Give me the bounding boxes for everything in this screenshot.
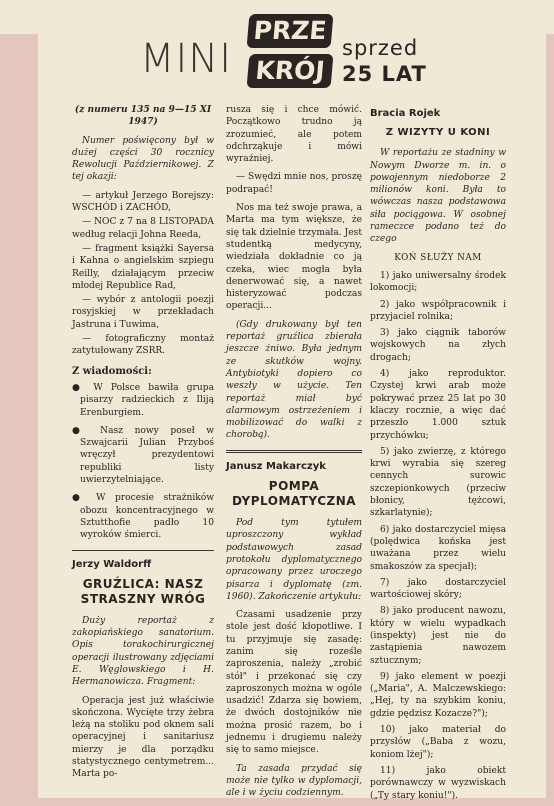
article-body: rusza się i chce mówić. Początkowo trudno ją zrozumieć, ale potem odchrząkuje i mówi wyraźniej. — [226, 105, 362, 165]
list-item: — wybór z antologii poezji rosyjskiej w przekładach Jastruna i Tuwima, — [72, 295, 214, 330]
dialogue-line: — Swędzi mnie nos, proszę podrapać! — [226, 172, 362, 195]
news-item: ● Nasz nowy poseł w Szwajcarii Julian Przyboś wręczył prezydentowi republiki listy uwierzytelniające. — [72, 425, 215, 486]
section-divider — [226, 450, 362, 453]
list-item: 5) jako zwierzę, z którego krwi wyrabia się szereg cennych surowic szczepionkowych (przeciw błonicy, tężcowi, szkarlatynie); — [370, 446, 506, 519]
article-author: Janusz Makarczyk — [226, 460, 326, 472]
list-item: 11) jako obiekt porównawczy w wyzwiskach („Ty stary koniu!"). — [370, 765, 506, 801]
column-2 — [226, 104, 362, 806]
article-author: Jerzy Waldorff — [72, 558, 152, 570]
sprzed-label: sprzed — [342, 36, 419, 60]
list-item: 7) jako dostarczyciel wartościowej skóry; — [370, 577, 506, 601]
article-author: Bracia Rojek — [370, 108, 441, 119]
list-item: 10) jako materiał do przysłów („Baba z wozu, koniom lżej"); — [370, 725, 506, 760]
list-item: — fragment książki Sayersa i Kahna o angielskim szpiegu Reilly, działającym przeciw młodej Republice Rad, — [72, 243, 214, 291]
list-item: 4) jako reproduktor. Czystej krwi arab może pokrywać przez 25 lat po 30 klaczy rocznie, a więc dać przeszło 1.000 sztuk przychówku; — [370, 369, 506, 441]
article-title: GRUŹLICA: NASZ STRASZNY WRÓG — [80, 576, 206, 606]
news-item: ● W procesie strażników obozu koncentracyjnego w Sztutthofie padło 10 wyroków śmierci. — [72, 493, 215, 541]
article-body: Operacja jest już właściwie skończona. Wycięte trzy żebra leżą na stoliku pod oknem sali operacyjnej i sanitariusz mierzy je dla porządku statystycznego centymetrem... Marta po- — [72, 695, 214, 780]
list-item: 1) jako uniwersalny środek lokomocji; — [370, 270, 506, 294]
column-1 — [72, 104, 214, 787]
logo-bottom-word: KRÓJ — [247, 54, 334, 88]
article-body: Czasami usadzenie przy stole jest dość kłopotliwe. I tu przyjmuje się zasadę: zanim się roześle zaproszenia, należy „zrobić stół" i przekonać się czy zaproszonych można w ogóle usadzić! Zdarza się bowiem, że dwóch dostojników nie można prosić razem, bo i jednemu i drugiemu należy się to samo miejsce. — [226, 610, 362, 756]
list-item: 3) jako ciągnik taborów wojskowych na złych drogach; — [370, 328, 506, 363]
logo-top-word: PRZE — [247, 14, 334, 48]
article-closing: Ta zasada przydać się może nie tylko w dyplomacji, ale i w życiu codziennym. — [226, 763, 362, 799]
list-item: 2) jako współpracownik i przyjaciel rolnika; — [370, 299, 506, 322]
news-header: Z wiadomości: — [72, 365, 152, 377]
article-lead: Duży reportaż z zakopiańskiego sanatorium. Opis torakochirurgicznej operacji ilustrowany zdjęciami E. Węglowskiego i H. Hermanowicza. Fragment: — [72, 615, 214, 688]
list-item: — NOC z 7 na 8 LISTOPADA według relacji Johna Reeda, — [72, 217, 214, 240]
masthead — [140, 14, 460, 96]
list-item: 6) jako dostarczyciel mięsa (polędwica końska jest uważana przez wielu smakoszów za specjał); — [370, 524, 506, 572]
przekroj-logo — [248, 14, 332, 92]
list-item: — artykuł Jerzego Borejszy: WSCHÓD i ZACHÓD, — [72, 190, 214, 214]
list-item: 9) jako element w poezji („Maria", A. Malczewskiego: „Hej, ty na szybkim koniu, gdzie pędzisz Kozacze?"); — [370, 671, 506, 719]
news-item: ● W Polsce bawiła grupa pisarzy radzieckich z Iliją Erenburgiem. — [72, 382, 215, 418]
editorial-note: (Gdy drukowany był ten reportaż gruźlica zbierała jeszcze żniwo. Była jednym ze skutków wojny. Antybiotyki dopiero co weszły w użycie. Ten reportaż miał być alarmowym ostrzeżeniem i mobilizować do walki z chorobą). — [226, 319, 362, 441]
years-label: 25 LAT — [342, 62, 427, 86]
intro-paragraph: Numer poświęcony był w dużej części 30 rocznicy Rewolucji Październikowej. Z tej okazji: — [72, 135, 214, 183]
section-divider — [72, 550, 214, 551]
article-title: POMPA DYPLOMATYCZNA — [231, 479, 357, 509]
column-3 — [370, 104, 506, 806]
article-body: Nos ma też swoje prawa, a Marta ma tym większe, że się tak dzielnie trzymała. Jest studentką medycyny, wiedziała dokładnie co ją czeka, wiec mogła była denerwować się, a nawet histeryzować podczas operacji... — [226, 203, 362, 312]
article-title: Z WIZYTY U KONI — [385, 127, 491, 139]
box-subtitle: KOŃ SŁUŻY NAM — [394, 252, 482, 263]
article-lead: W reportażu ze stadniny w Nowym Dworze m. in. o powojennym niedoborze 2 milionów koni. Była to wówczas nasza podstawowa siła pociągowa. W osobnej rameczce podano też do czego — [370, 148, 506, 245]
issue-reference: (z numeru 135 na 9—15 XI 1947) — [74, 104, 212, 128]
article-lead: Pod tym tytułem uproszczony wykład podstawowych zasad protokołu dyplomatycznego opracowany przez uroczego pisarza i dyplomatę (zm. 1960). Zakończenie artykułu: — [226, 518, 362, 602]
mini-label: MINI — [140, 36, 233, 82]
list-item: — fotograficzny montaż zatytułowany ZSRR. — [72, 334, 214, 357]
list-item: 8) jako producent nawozu, który w wielu wypadkach (inspekty) jest nie do zastąpienia nawozem sztucznym; — [370, 606, 506, 666]
